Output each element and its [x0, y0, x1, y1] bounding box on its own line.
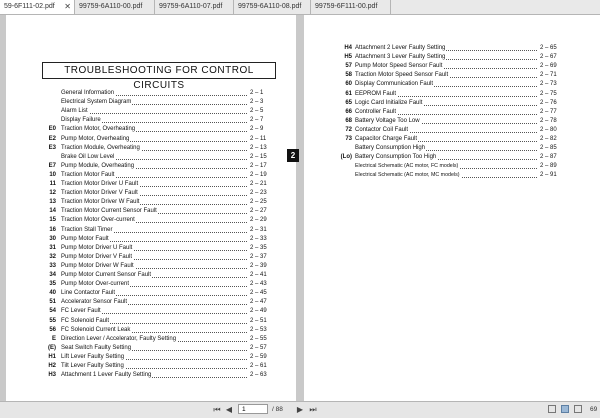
- toc-label-text: Direction Lever / Accelerator, Faulty Setting: [61, 335, 177, 342]
- toc-row[interactable]: [6, 244, 286, 253]
- toc-label: [355, 53, 537, 62]
- toc-label-text: FC Solenoid Fault: [61, 317, 110, 324]
- toc-label: [61, 280, 247, 289]
- toc-label: [61, 98, 247, 107]
- section-marker: 2: [287, 149, 299, 162]
- fault-code: 14: [49, 208, 56, 215]
- page-ref: 2 – 87: [540, 154, 557, 161]
- page-ref: 2 – 35: [250, 244, 267, 251]
- toc-label-text: Line Contactor Fault: [61, 290, 116, 297]
- next-page-icon: ▶: [296, 405, 304, 414]
- toc-row[interactable]: [6, 171, 286, 180]
- toc-label: [355, 99, 537, 108]
- toc-row[interactable]: [6, 153, 286, 162]
- toc-row[interactable]: [6, 144, 286, 153]
- toc-label-text: Traction Motor, Overheating: [61, 126, 136, 133]
- toc-label: [61, 189, 247, 198]
- toc-row[interactable]: [6, 125, 286, 134]
- single-page-view-icon[interactable]: [548, 405, 556, 413]
- toc-row[interactable]: [6, 135, 286, 144]
- toc-label-text: Electrical System Diagram: [61, 99, 132, 106]
- fault-code: 12: [49, 190, 56, 197]
- toc-row[interactable]: [6, 180, 286, 189]
- toc-label: [61, 353, 247, 362]
- navigation-bar: [0, 401, 600, 418]
- tab-1[interactable]: [0, 0, 75, 14]
- toc-label-text: Display Communication Fault: [355, 81, 434, 88]
- fault-code: 54: [49, 308, 56, 315]
- toc-row[interactable]: [304, 162, 584, 171]
- toc-label: [61, 335, 247, 344]
- toc-row[interactable]: [6, 298, 286, 307]
- page-ref: 2 – 45: [250, 290, 267, 297]
- page-ref: 2 – 25: [250, 199, 267, 206]
- toc-label: [61, 107, 247, 116]
- page-ref: 2 – 73: [540, 81, 557, 88]
- fault-code: 32: [49, 253, 56, 260]
- page-ref: 2 – 61: [250, 363, 267, 369]
- toc-label-text: Alarm List: [61, 108, 88, 115]
- toc-label: [355, 144, 537, 153]
- toc-label: [355, 44, 537, 53]
- first-page-icon: ⏮: [213, 405, 221, 414]
- toc-row[interactable]: [6, 89, 286, 98]
- toc-row[interactable]: [304, 44, 584, 53]
- toc-row[interactable]: [6, 271, 286, 280]
- page-title: TROUBLESHOOTING FOR CONTROL CIRCUITS: [42, 62, 276, 79]
- toc-label: [61, 125, 247, 134]
- fault-code: H5: [344, 54, 352, 61]
- toc-label: [61, 153, 247, 162]
- fault-code: (Lo): [340, 154, 352, 161]
- toc-row[interactable]: [6, 280, 286, 289]
- continuous-view-icon[interactable]: [574, 405, 582, 413]
- fault-code: H4: [344, 45, 352, 51]
- page-ref: 2 – 19: [250, 171, 267, 178]
- page-ref: 2 – 11: [250, 135, 267, 142]
- page-ref: 2 – 3: [250, 99, 264, 106]
- toc-label-text: Capacitor Charge Fault: [355, 136, 418, 142]
- tab-label: 99759-6A110-00.pdf: [79, 3, 143, 10]
- toc-row[interactable]: [304, 153, 584, 162]
- fault-code: E7: [48, 162, 56, 169]
- toc-row[interactable]: [6, 253, 286, 262]
- toc-row[interactable]: [304, 144, 584, 153]
- toc-row[interactable]: [6, 353, 286, 362]
- page-ref: 2 – 89: [540, 163, 557, 170]
- page-ref: 2 – 17: [250, 162, 267, 169]
- tab-label: 99759-6F111-00.pdf: [315, 3, 378, 10]
- toc-row[interactable]: [6, 216, 286, 225]
- toc-row[interactable]: [6, 344, 286, 353]
- last-page-icon: ⏭: [309, 405, 317, 414]
- fault-code: H3: [48, 372, 56, 379]
- page-ref: 2 – 65: [540, 45, 557, 51]
- toc-row[interactable]: [6, 116, 286, 125]
- tab-bar: [0, 0, 600, 15]
- page-ref: 2 – 82: [540, 136, 557, 142]
- page-ref: 2 – 57: [250, 344, 267, 351]
- toc-label: [61, 207, 247, 216]
- toc-row[interactable]: [6, 207, 286, 216]
- fault-code: (E): [48, 344, 56, 351]
- toc-label: [61, 116, 247, 125]
- tab-label: 59-6F111-02.pdf: [4, 3, 55, 10]
- page-ref: 2 – 39: [250, 262, 267, 269]
- toc-label: [355, 162, 537, 171]
- toc-row[interactable]: [304, 80, 584, 89]
- toc-label-text: Traction Motor Fault: [61, 171, 115, 178]
- page-ref: 2 – 33: [250, 235, 267, 242]
- fault-code: 33: [49, 262, 56, 269]
- fault-code: 65: [345, 99, 352, 106]
- page-ref: 2 – 59: [250, 353, 267, 360]
- toc-label-text: Controller Fault: [355, 108, 397, 115]
- toc-row[interactable]: [304, 108, 584, 117]
- pdf-page-right: [304, 15, 600, 401]
- toc-label: [61, 253, 247, 262]
- toc-label: [355, 90, 537, 99]
- toc-label: [355, 153, 537, 162]
- page-ref: 2 – 37: [250, 253, 267, 260]
- toc-label-text: Logic Card Initialize Fault: [355, 99, 423, 106]
- page-ref: 2 – 75: [540, 90, 557, 97]
- tab-label: 99759-6A110-07.pdf: [159, 3, 223, 10]
- toc-label-text: Pump Motor Driver W Fault: [61, 262, 134, 269]
- last-page-button[interactable]: [308, 404, 318, 415]
- page-ref: 2 – 31: [250, 226, 267, 233]
- fault-code: 58: [345, 72, 352, 79]
- fault-code: 68: [345, 117, 352, 124]
- toc-label-text: FC Solenoid Current Leak: [61, 326, 131, 333]
- toc-label: [355, 126, 537, 135]
- toc-label: [61, 216, 247, 225]
- toc-label-text: Attachment 2 Lever Faulty Setting: [355, 45, 446, 51]
- fault-code: 55: [49, 317, 56, 324]
- toc-label-text: Traction Motor Over-current: [61, 217, 135, 224]
- pdf-page-left: [6, 15, 296, 401]
- toc-row[interactable]: [6, 289, 286, 298]
- toc-label-text: Seat Switch Faulty Setting: [61, 344, 132, 351]
- fault-code: H2: [48, 363, 56, 369]
- page-ref: 2 – 69: [540, 63, 557, 70]
- toc-row[interactable]: [304, 62, 584, 71]
- fault-code: 16: [49, 226, 56, 233]
- tab-label: 99759-6A110-08.pdf: [238, 3, 302, 10]
- page-ref: 2 – 53: [250, 326, 267, 333]
- toc-label: [61, 344, 247, 353]
- fault-code: 13: [49, 199, 56, 206]
- toc-label-text: Lift Lever Faulty Setting: [61, 353, 125, 360]
- toc-row[interactable]: [304, 53, 584, 62]
- toc-row[interactable]: [304, 135, 584, 144]
- toc-row[interactable]: [304, 71, 584, 80]
- toc-label: [355, 62, 537, 71]
- toc-row[interactable]: [304, 90, 584, 99]
- tab-2[interactable]: [75, 0, 155, 14]
- tab-5[interactable]: [311, 0, 391, 14]
- page-ref: 2 – 80: [540, 126, 557, 133]
- toc-label: [61, 317, 247, 326]
- page-number-input[interactable]: 1: [238, 404, 268, 414]
- toc-label: [61, 144, 247, 153]
- toc-label-text: Traction Motor Driver U Fault: [61, 181, 139, 187]
- toc-label-text: Traction Motor Current Sensor Fault: [61, 208, 157, 215]
- close-tab-icon[interactable]: ✕: [64, 2, 71, 11]
- toc-row[interactable]: [304, 99, 584, 108]
- toc-row[interactable]: [6, 107, 286, 116]
- toc-label-text: Accelerator Sensor Fault: [61, 299, 128, 306]
- page-ref: 2 – 63: [250, 372, 267, 379]
- toc-label-text: Attachment 3 Lever Faulty Setting: [355, 54, 446, 61]
- toc-label: [61, 226, 247, 235]
- page-ref: 2 – 27: [250, 208, 267, 215]
- toc-row[interactable]: [6, 335, 286, 344]
- fault-code: E2: [48, 135, 56, 142]
- toc-label-text: FC Lever Fault: [61, 308, 101, 315]
- fault-code: 73: [345, 136, 352, 142]
- tab-3[interactable]: [155, 0, 234, 14]
- toc-label: [355, 80, 537, 89]
- page-ref: 2 – 49: [250, 308, 267, 315]
- toc-row[interactable]: [304, 126, 584, 135]
- toc-row[interactable]: [6, 189, 286, 198]
- page-ref: 2 – 5: [250, 108, 264, 115]
- page-ref: 2 – 15: [250, 153, 267, 160]
- next-page-button[interactable]: [295, 404, 305, 415]
- toc-label: [61, 162, 247, 171]
- toc-label-text: Pump Motor Driver U Fault: [61, 244, 133, 251]
- toc-row[interactable]: [6, 162, 286, 171]
- toc-label: [61, 362, 247, 371]
- toc-label: [61, 289, 247, 298]
- toc-label-text: Traction Motor Driver W Fault: [61, 199, 140, 206]
- page-ref: 2 – 71: [540, 72, 557, 79]
- toc-label-text: Attachment 1 Lever Faulty Setting: [61, 372, 152, 379]
- toc-label-text: Display Failure: [61, 117, 101, 124]
- fault-code: 60: [345, 81, 352, 88]
- toc-row[interactable]: [6, 98, 286, 107]
- page-ref: 2 – 91: [540, 172, 557, 179]
- zoom-level[interactable]: 69: [590, 406, 598, 413]
- page-ref: 2 – 55: [250, 335, 267, 342]
- toc-row[interactable]: [6, 371, 286, 380]
- prev-page-button[interactable]: [224, 404, 234, 415]
- toc-label: [61, 271, 247, 280]
- toc-label: [61, 262, 247, 271]
- toc-label: [355, 117, 537, 126]
- page-ref: 2 – 41: [250, 272, 267, 278]
- toc-label: [61, 198, 247, 207]
- fault-code: 57: [345, 63, 352, 70]
- page-total: / 88: [272, 406, 283, 413]
- fault-code: 15: [49, 217, 56, 224]
- toc-row[interactable]: [6, 226, 286, 235]
- fault-code: H1: [48, 353, 56, 360]
- toc-label: [61, 298, 247, 307]
- toc-label: [355, 71, 537, 80]
- toc-label-text: Traction Stall Timer: [61, 226, 113, 233]
- toc-label: [61, 244, 247, 253]
- toc-label: [61, 171, 247, 180]
- toc-row[interactable]: [304, 171, 584, 180]
- toc-label-text: Pump Motor, Overheating: [61, 135, 130, 142]
- toc-label-text: EEPROM Fault: [355, 90, 397, 97]
- toc-label-text: Contactor Coil Fault: [355, 126, 409, 133]
- tab-4[interactable]: [234, 0, 311, 14]
- page-ref: 2 – 21: [250, 181, 267, 187]
- toc-label: [355, 171, 537, 180]
- page-ref: 2 – 23: [250, 190, 267, 197]
- page-ref: 2 – 7: [250, 117, 264, 124]
- fault-code: E: [51, 335, 56, 342]
- toc-label-text: Pump Module, Overheating: [61, 162, 135, 169]
- toc-label-text: Pump Motor Driver V Fault: [61, 253, 133, 260]
- page-ref: 2 – 43: [250, 281, 267, 288]
- toc-label-text: Pump Motor Current Sensor Fault: [61, 272, 152, 278]
- toc-row[interactable]: [6, 235, 286, 244]
- toc-label-text: Battery Voltage Too Low: [355, 117, 420, 124]
- prev-page-icon: ◀: [225, 405, 233, 414]
- fault-code: 40: [49, 290, 56, 297]
- toc-row[interactable]: [6, 198, 286, 207]
- toc-label: [61, 89, 247, 98]
- page-ref: 2 – 51: [250, 317, 267, 324]
- page-ref: 2 – 47: [250, 299, 267, 306]
- toc-label-text: Brake Oil Low Level: [61, 153, 115, 160]
- page-ref: 2 – 67: [540, 54, 557, 61]
- toc-row[interactable]: [6, 307, 286, 316]
- toc-label-text: Traction Motor Driver V Fault: [61, 190, 138, 197]
- toc-label: [355, 135, 537, 144]
- fault-code: E0: [48, 126, 56, 133]
- fault-code: 31: [49, 244, 56, 251]
- page-ref: 2 – 13: [250, 144, 267, 151]
- fault-code: 10: [49, 171, 56, 178]
- toc-label-text: Battery Consumption High: [355, 145, 426, 152]
- toc-label-text: Electrical Schematic (AC motor, MC models): [355, 172, 460, 179]
- fault-code: 30: [49, 235, 56, 242]
- two-page-view-icon[interactable]: [561, 405, 569, 413]
- toc-label-text: Traction Motor Speed Sensor Fault: [355, 72, 449, 79]
- fault-code: 11: [49, 181, 56, 187]
- toc-label-text: Traction Module, Overheating: [61, 144, 140, 151]
- toc-label-text: Electrical Schematic (AC motor, FC models): [355, 163, 459, 170]
- toc-label-text: Tilt Lever Faulty Setting: [61, 363, 124, 369]
- fault-code: 61: [345, 90, 352, 97]
- toc-label-text: General Information: [61, 90, 115, 96]
- fault-code: E3: [48, 144, 56, 151]
- toc-label-text: Pump Motor Speed Sensor Fault: [355, 63, 443, 70]
- fault-code: 72: [345, 126, 352, 133]
- toc-label-text: Pump Motor Over-current: [61, 281, 130, 288]
- toc-label: [61, 307, 247, 316]
- fault-code: 66: [345, 108, 352, 115]
- toc-row[interactable]: [6, 326, 286, 335]
- page-ref: 2 – 78: [540, 117, 557, 124]
- first-page-button[interactable]: [212, 404, 222, 415]
- toc-label-text: Pump Motor Fault: [61, 235, 109, 242]
- fault-code: 35: [49, 281, 56, 288]
- toc-row[interactable]: [6, 362, 286, 371]
- fault-code: 56: [49, 326, 56, 333]
- page-ref: 2 – 77: [540, 108, 557, 115]
- fault-code: 34: [49, 272, 56, 278]
- toc-row[interactable]: [6, 317, 286, 326]
- toc-label: [355, 108, 537, 117]
- toc-row[interactable]: [304, 117, 584, 126]
- toc-label: [61, 326, 247, 335]
- page-ref: 2 – 1: [250, 90, 264, 96]
- toc-label: [61, 180, 247, 189]
- page-ref: 2 – 29: [250, 217, 267, 224]
- page-ref: 2 – 9: [250, 126, 264, 133]
- toc-label: [61, 371, 247, 380]
- page-ref: 2 – 85: [540, 145, 557, 152]
- toc-row[interactable]: [6, 262, 286, 271]
- fault-code: 51: [49, 299, 56, 306]
- toc-label: [61, 135, 247, 144]
- toc-label: [61, 235, 247, 244]
- page-ref: 2 – 76: [540, 99, 557, 106]
- toc-label-text: Battery Consumption Too High: [355, 154, 437, 161]
